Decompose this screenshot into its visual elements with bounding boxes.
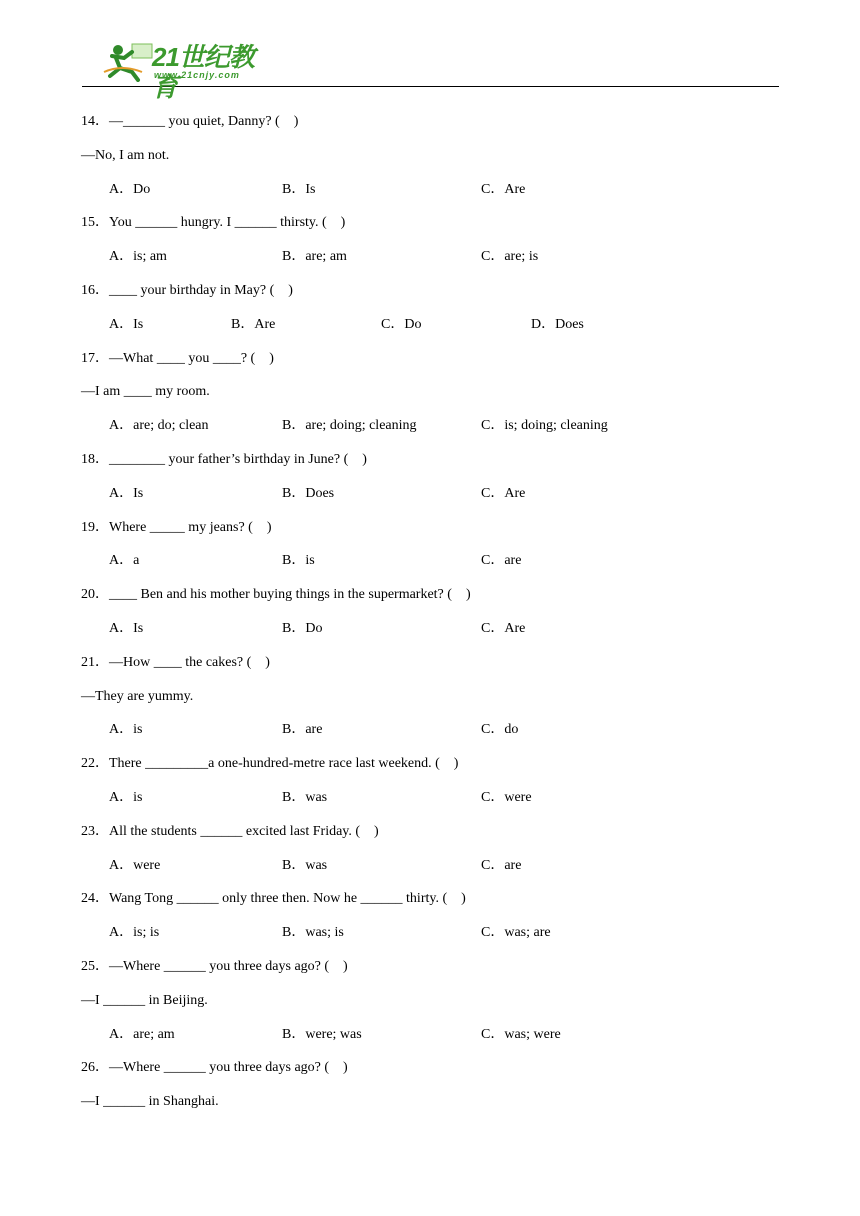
answer-option: B．are (282, 722, 323, 738)
answer-option: C．was; are (481, 925, 551, 941)
answer-option: A．is (109, 722, 143, 738)
dialogue-response: —I am ____ my room. (81, 384, 210, 400)
options-row (81, 718, 781, 752)
answer-option: B．Do (282, 620, 323, 636)
page-header (82, 40, 779, 102)
answer-option: B．are; am (282, 249, 347, 265)
options-row (81, 617, 781, 651)
question-stem: 15．You ______ hungry. I ______ thirsty. ( ) (81, 215, 346, 231)
answer-option: A．are; am (109, 1026, 175, 1042)
options-row (81, 178, 781, 212)
answer-option: B．was (282, 857, 328, 873)
options-row (81, 313, 781, 347)
question-stem: 23．All the students ______ excited last Friday. ( ) (81, 823, 379, 839)
options-row (81, 1023, 781, 1057)
answer-option: B．Are (231, 316, 276, 332)
answer-option: A．are; do; clean (109, 418, 209, 434)
question-stem: 19．Where _____ my jeans? ( ) (81, 519, 272, 535)
answer-option: B．Is (282, 181, 316, 197)
answer-option: C．is; doing; cleaning (481, 418, 608, 434)
answer-option: B．were; was (282, 1026, 362, 1042)
options-row (81, 245, 781, 279)
question-stem: 22．There _________a one-hundred-metre race last weekend. ( ) (81, 756, 459, 772)
answer-option: D．Does (531, 316, 584, 332)
answer-option: A．Do (109, 181, 151, 197)
answer-option: C．are (481, 857, 522, 873)
dialogue-response: —I ______ in Shanghai. (81, 1094, 219, 1110)
answer-option: C．were (481, 789, 532, 805)
answer-option: B．was (282, 789, 328, 805)
answer-option: C．Do (381, 316, 422, 332)
answer-option: A．Is (109, 316, 144, 332)
question-stem: 16．____ your birthday in May? ( ) (81, 282, 293, 298)
options-row (81, 786, 781, 820)
answer-option: A．is; am (109, 249, 167, 265)
runner-icon (102, 42, 154, 82)
question-stem: 25．—Where ______ you three days ago? ( ) (81, 958, 348, 974)
answer-option: B．Does (282, 485, 335, 501)
answer-option: C．are (481, 553, 522, 569)
dialogue-response: —I ______ in Beijing. (81, 992, 208, 1008)
answer-option: A．is; is (109, 925, 160, 941)
answer-option: C．Are (481, 485, 526, 501)
answer-option: B．is (282, 553, 315, 569)
logo-title: 21世纪教育 (152, 42, 254, 102)
options-row (81, 921, 781, 955)
options-row (81, 854, 781, 888)
answer-option: C．was; were (481, 1026, 561, 1042)
answer-option: C．are; is (481, 249, 539, 265)
answer-option: C．do (481, 722, 519, 738)
answer-option: A．Is (109, 485, 144, 501)
answer-option: C．Are (481, 620, 526, 636)
logo-subtitle: www.21cnjy.com (154, 70, 240, 80)
answer-option: A．a (109, 553, 140, 569)
answer-option: A．were (109, 857, 161, 873)
question-stem: 17．—What ____ you ____? ( ) (81, 350, 274, 366)
options-row (81, 549, 781, 583)
site-logo (102, 42, 272, 102)
answer-option: A．is (109, 789, 143, 805)
question-stem: 24．Wang Tong ______ only three then. Now he ______ thirty. ( ) (81, 891, 466, 907)
answer-option: A．Is (109, 620, 144, 636)
answer-option: B．are; doing; cleaning (282, 418, 417, 434)
options-row (81, 414, 781, 448)
options-row (81, 482, 781, 516)
question-stem: 26．—Where ______ you three days ago? ( ) (81, 1060, 348, 1076)
answer-option: C．Are (481, 181, 526, 197)
question-stem: 18．________ your father’s birthday in June? ( ) (81, 451, 367, 467)
question-stem: 14．—______ you quiet, Danny? ( ) (81, 114, 299, 129)
question-stem: 20．____ Ben and his mother buying things in the supermarket? ( ) (81, 587, 471, 603)
dialogue-response: —No, I am not. (81, 147, 170, 163)
question-stem: 21．—How ____ the cakes? ( ) (81, 654, 270, 670)
question-list (81, 110, 781, 1124)
answer-option: B．was; is (282, 925, 344, 941)
dialogue-response: —They are yummy. (81, 688, 194, 704)
